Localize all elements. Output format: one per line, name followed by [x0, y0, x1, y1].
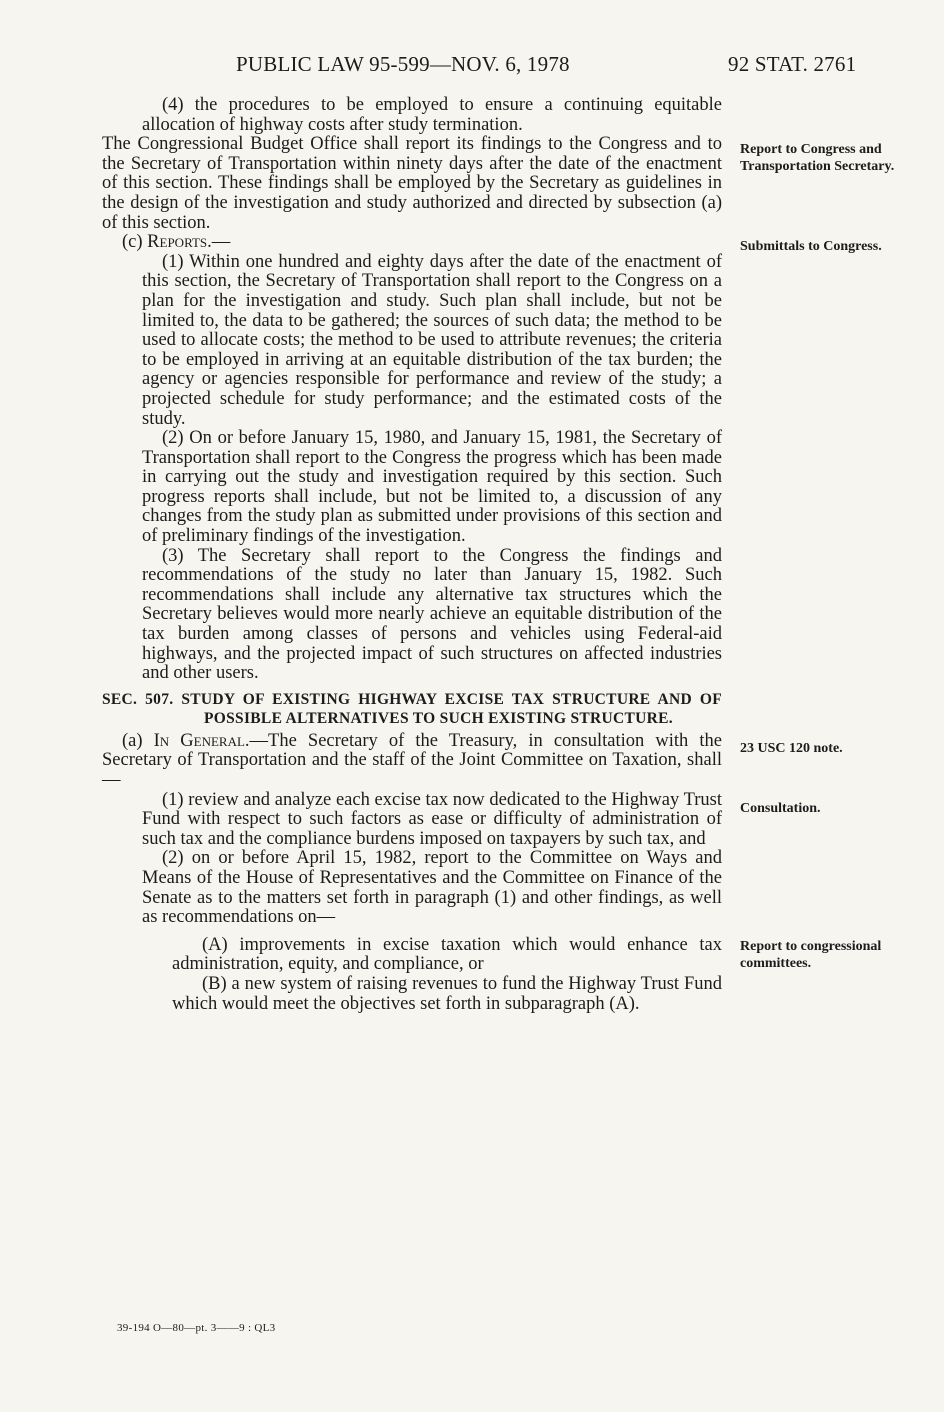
- subsection-c-dash: —: [211, 232, 231, 253]
- margin-note-report-to-congress: Report to Congress and Transportation Secretary.: [740, 142, 895, 174]
- paragraph-c-3: (3) The Secretary shall report to the Congress the findings and recommendations of the study no later than January 15, 1982. Such recommendations shall include any alternative tax structures which the Secretary believes would more nearly achieve an equitable distribution of the tax burden among classes of persons and vehicles using Federal-aid highways, and the projected impact of such structures on affected industries and other users.: [142, 545, 722, 684]
- page-footer: 39-194 O—80—pt. 3——9 : QL3: [117, 1322, 276, 1334]
- margin-note-usc-reference: 23 USC 120 note.: [740, 741, 843, 756]
- body-text: [102, 96, 722, 1014]
- header-title: PUBLIC LAW 95-599—NOV. 6, 1978: [236, 52, 570, 76]
- paragraph-c-2: (2) On or before January 15, 1980, and January 15, 1981, the Secretary of Transportation shall report to the Congress the progress which has been made in carrying out the study and investigation required by this section. Such progress reports shall include, but not be limited to, a discussion of any changes from the study plan as submitted under provisions of this section and of preliminary findings of the investigation.: [142, 428, 722, 547]
- margin-note-report-committees: Report to congressional committees.: [740, 939, 882, 971]
- paragraph-a-1: (1) review and analyze each excise tax now dedicated to the Highway Trust Fund with respect to such factors as ease or difficulty of administration of such tax and the compliance burdens imposed on taxpayers by such tax, and: [142, 789, 722, 849]
- subsection-c-label: (c): [122, 232, 148, 253]
- paragraph-c-1: (1) Within one hundred and eighty days after the date of the enactment of this section, the Secretary of Transportation shall report to the Congress on a plan for the investigation and study. Such plan shall include, but not be limited to, the data to be gathered; the sources of such data; the method to be used to allocate costs; the method to be used to attribute revenues; the criteria to be employed in arriving at an equitable distribution of the tax burden; the agency or agencies responsible for performance and review of the study; a projected schedule for study performance; and the estimated costs of the study.: [142, 251, 722, 429]
- subsection-c-heading: [102, 233, 722, 253]
- paragraph-4: (4) the procedures to be employed to ensure a continuing equitable allocation of highway costs after study termination.: [142, 95, 722, 135]
- subsection-a: [102, 732, 722, 791]
- subparagraph-A: (A) improvements in excise taxation which would enhance tax administration, equity, and compliance, or: [172, 934, 722, 975]
- margin-note-consultation: Consultation.: [740, 801, 821, 816]
- subsection-a-title: In General.: [153, 730, 250, 751]
- paragraph-a-2: (2) on or before April 15, 1982, report to the Committee on Ways and Means of the House of Representatives and the Committee on Finance of the Senate as to the matters set forth in paragraph (1) and other findings, as well as recommendations on—: [142, 848, 722, 928]
- subsection-a-text: —The Secretary of the Treasury, in consultation with the Secretary of Transportation and the staff of the Joint Committee on Taxation, shall—: [102, 730, 722, 790]
- subsection-a-label: (a): [122, 730, 154, 751]
- header-stat-number: 92 STAT. 2761: [728, 52, 857, 76]
- paragraph-cbo-report: The Congressional Budget Office shall report its findings to the Congress and to the Secretary of Transportation within ninety days after the date of the enactment of this section. These findings shall be employed by the Secretary as guidelines in the design of the investigation and study authorized and directed by subsection (a) of this section.: [102, 134, 722, 233]
- subparagraph-B: (B) a new system of raising revenues to fund the Highway Trust Fund which would meet the objectives set forth in subparagraph (A).: [172, 973, 722, 1014]
- section-507-heading: SEC. 507. STUDY OF EXISTING HIGHWAY EXCISE TAX STRUCTURE AND OF POSSIBLE ALTERNATIVES TO SUCH EXISTING STRUCTURE.: [102, 690, 722, 727]
- subsection-c-title: Reports.: [147, 232, 212, 253]
- margin-note-submittals: Submittals to Congress.: [740, 239, 882, 254]
- page-header: [0, 52, 944, 82]
